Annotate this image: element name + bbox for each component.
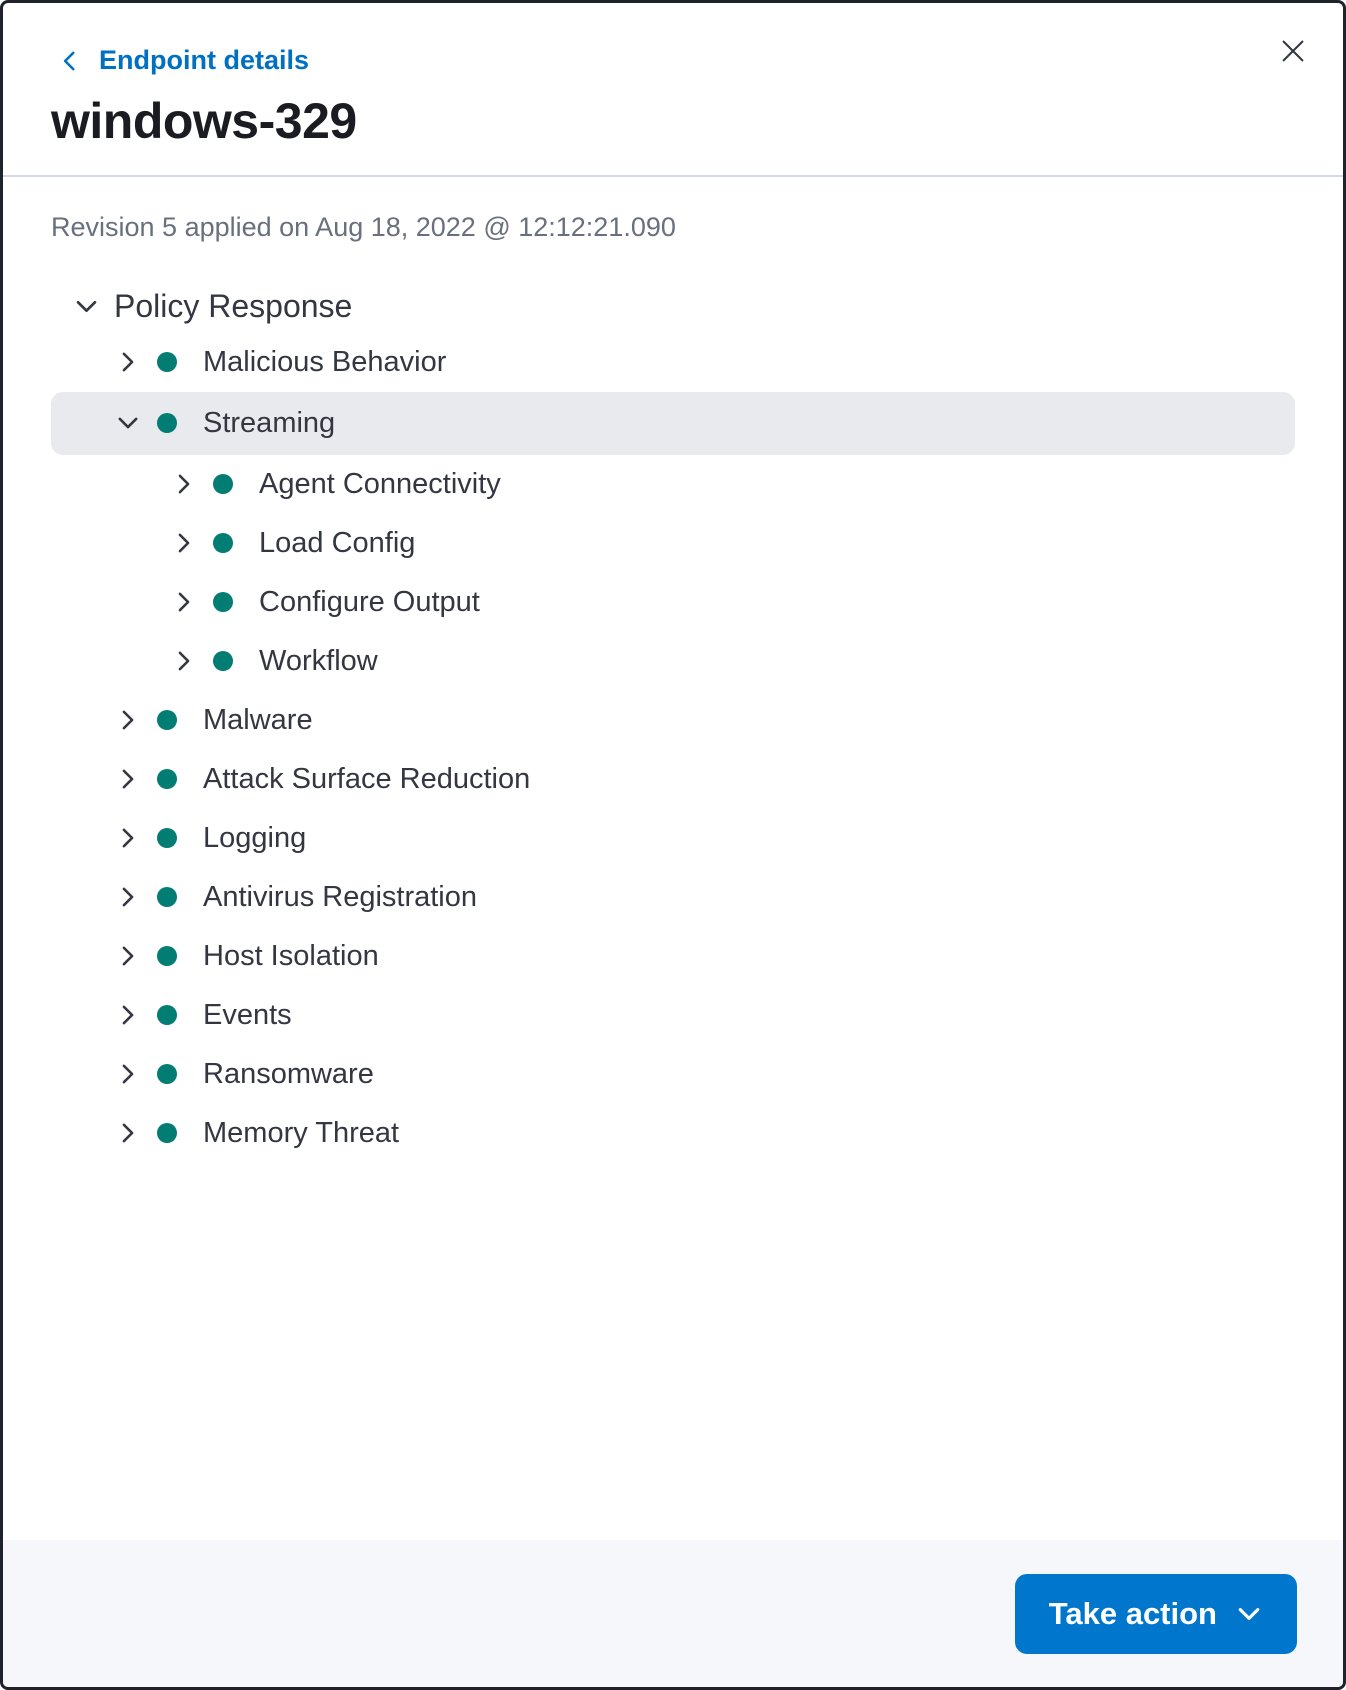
tree-node-events[interactable] (51, 986, 1295, 1045)
chevron-left-icon (57, 48, 83, 74)
status-dot (157, 1123, 177, 1143)
tree-node-memory-threat[interactable] (51, 1104, 1295, 1163)
tree-node-malicious-behavior[interactable] (51, 333, 1295, 392)
status-dot (213, 592, 233, 612)
back-to-endpoint-details-link[interactable] (57, 45, 309, 76)
status-dot (157, 1064, 177, 1084)
flyout-body (3, 177, 1343, 1541)
tree-node-malware[interactable] (51, 691, 1295, 750)
chevron-right-icon[interactable] (171, 648, 197, 674)
chevron-down-icon[interactable] (115, 410, 141, 436)
chevron-right-icon[interactable] (115, 766, 141, 792)
tree-node-workflow[interactable] (51, 632, 1295, 691)
chevron-right-icon[interactable] (115, 1061, 141, 1087)
close-icon (1278, 36, 1308, 66)
close-button[interactable] (1271, 29, 1315, 73)
tree-node-agent-connectivity[interactable] (51, 455, 1295, 514)
chevron-down-icon (1235, 1600, 1263, 1628)
status-dot (213, 533, 233, 553)
chevron-right-icon[interactable] (115, 825, 141, 851)
tree-node-label: Memory Threat (203, 1116, 400, 1149)
tree-node-label: Attack Surface Reduction (203, 762, 531, 795)
tree-node-antivirus-registration[interactable] (51, 868, 1295, 927)
tree-node-host-isolation[interactable] (51, 927, 1295, 986)
tree-node-label: Streaming (203, 406, 336, 439)
status-dot (157, 828, 177, 848)
chevron-right-icon[interactable] (171, 589, 197, 615)
tree-node-load-config[interactable] (51, 514, 1295, 573)
take-action-label: Take action (1048, 1595, 1217, 1631)
tree-node-label: Malicious Behavior (203, 345, 447, 378)
tree-node-label: Configure Output (259, 585, 480, 618)
tree-node-policy-response[interactable] (51, 281, 1295, 333)
flyout-header (3, 3, 1343, 175)
chevron-right-icon[interactable] (115, 943, 141, 969)
chevron-right-icon[interactable] (115, 1002, 141, 1028)
tree-node-label: Agent Connectivity (259, 467, 501, 500)
tree-node-label: Load Config (259, 526, 416, 559)
tree-node-logging[interactable] (51, 809, 1295, 868)
revision-applied-text: Revision 5 applied on Aug 18, 2022 @ 12:12:21.090 (51, 211, 676, 242)
status-dot (157, 1005, 177, 1025)
tree-node-label: Events (203, 998, 292, 1031)
tree-node-streaming[interactable] (51, 392, 1295, 455)
chevron-right-icon[interactable] (115, 884, 141, 910)
tree-node-ransomware[interactable] (51, 1045, 1295, 1104)
chevron-right-icon[interactable] (115, 1120, 141, 1146)
chevron-right-icon[interactable] (171, 530, 197, 556)
page-title: windows-329 (51, 92, 357, 149)
status-dot (157, 710, 177, 730)
tree-node-label: Workflow (259, 644, 378, 677)
flyout-footer (3, 1540, 1343, 1687)
status-dot (213, 474, 233, 494)
tree-node-label: Malware (203, 703, 313, 736)
status-dot (157, 769, 177, 789)
policy-response-tree (51, 281, 1295, 1163)
chevron-right-icon[interactable] (115, 349, 141, 375)
back-link-label: Endpoint details (99, 45, 310, 75)
tree-node-label: Policy Response (114, 288, 353, 324)
tree-node-label: Ransomware (203, 1057, 374, 1090)
status-dot (157, 887, 177, 907)
tree-node-attack-surface-reduction[interactable] (51, 750, 1295, 809)
tree-node-label: Logging (203, 821, 307, 854)
chevron-right-icon[interactable] (171, 471, 197, 497)
status-dot (157, 946, 177, 966)
chevron-right-icon[interactable] (115, 707, 141, 733)
status-dot (157, 413, 177, 433)
tree-node-label: Antivirus Registration (203, 880, 477, 913)
chevron-down-icon[interactable] (73, 293, 100, 320)
tree-node-label: Host Isolation (203, 939, 379, 972)
status-dot (213, 651, 233, 671)
tree-node-configure-output[interactable] (51, 573, 1295, 632)
take-action-button[interactable] (1015, 1574, 1297, 1654)
status-dot (157, 352, 177, 372)
